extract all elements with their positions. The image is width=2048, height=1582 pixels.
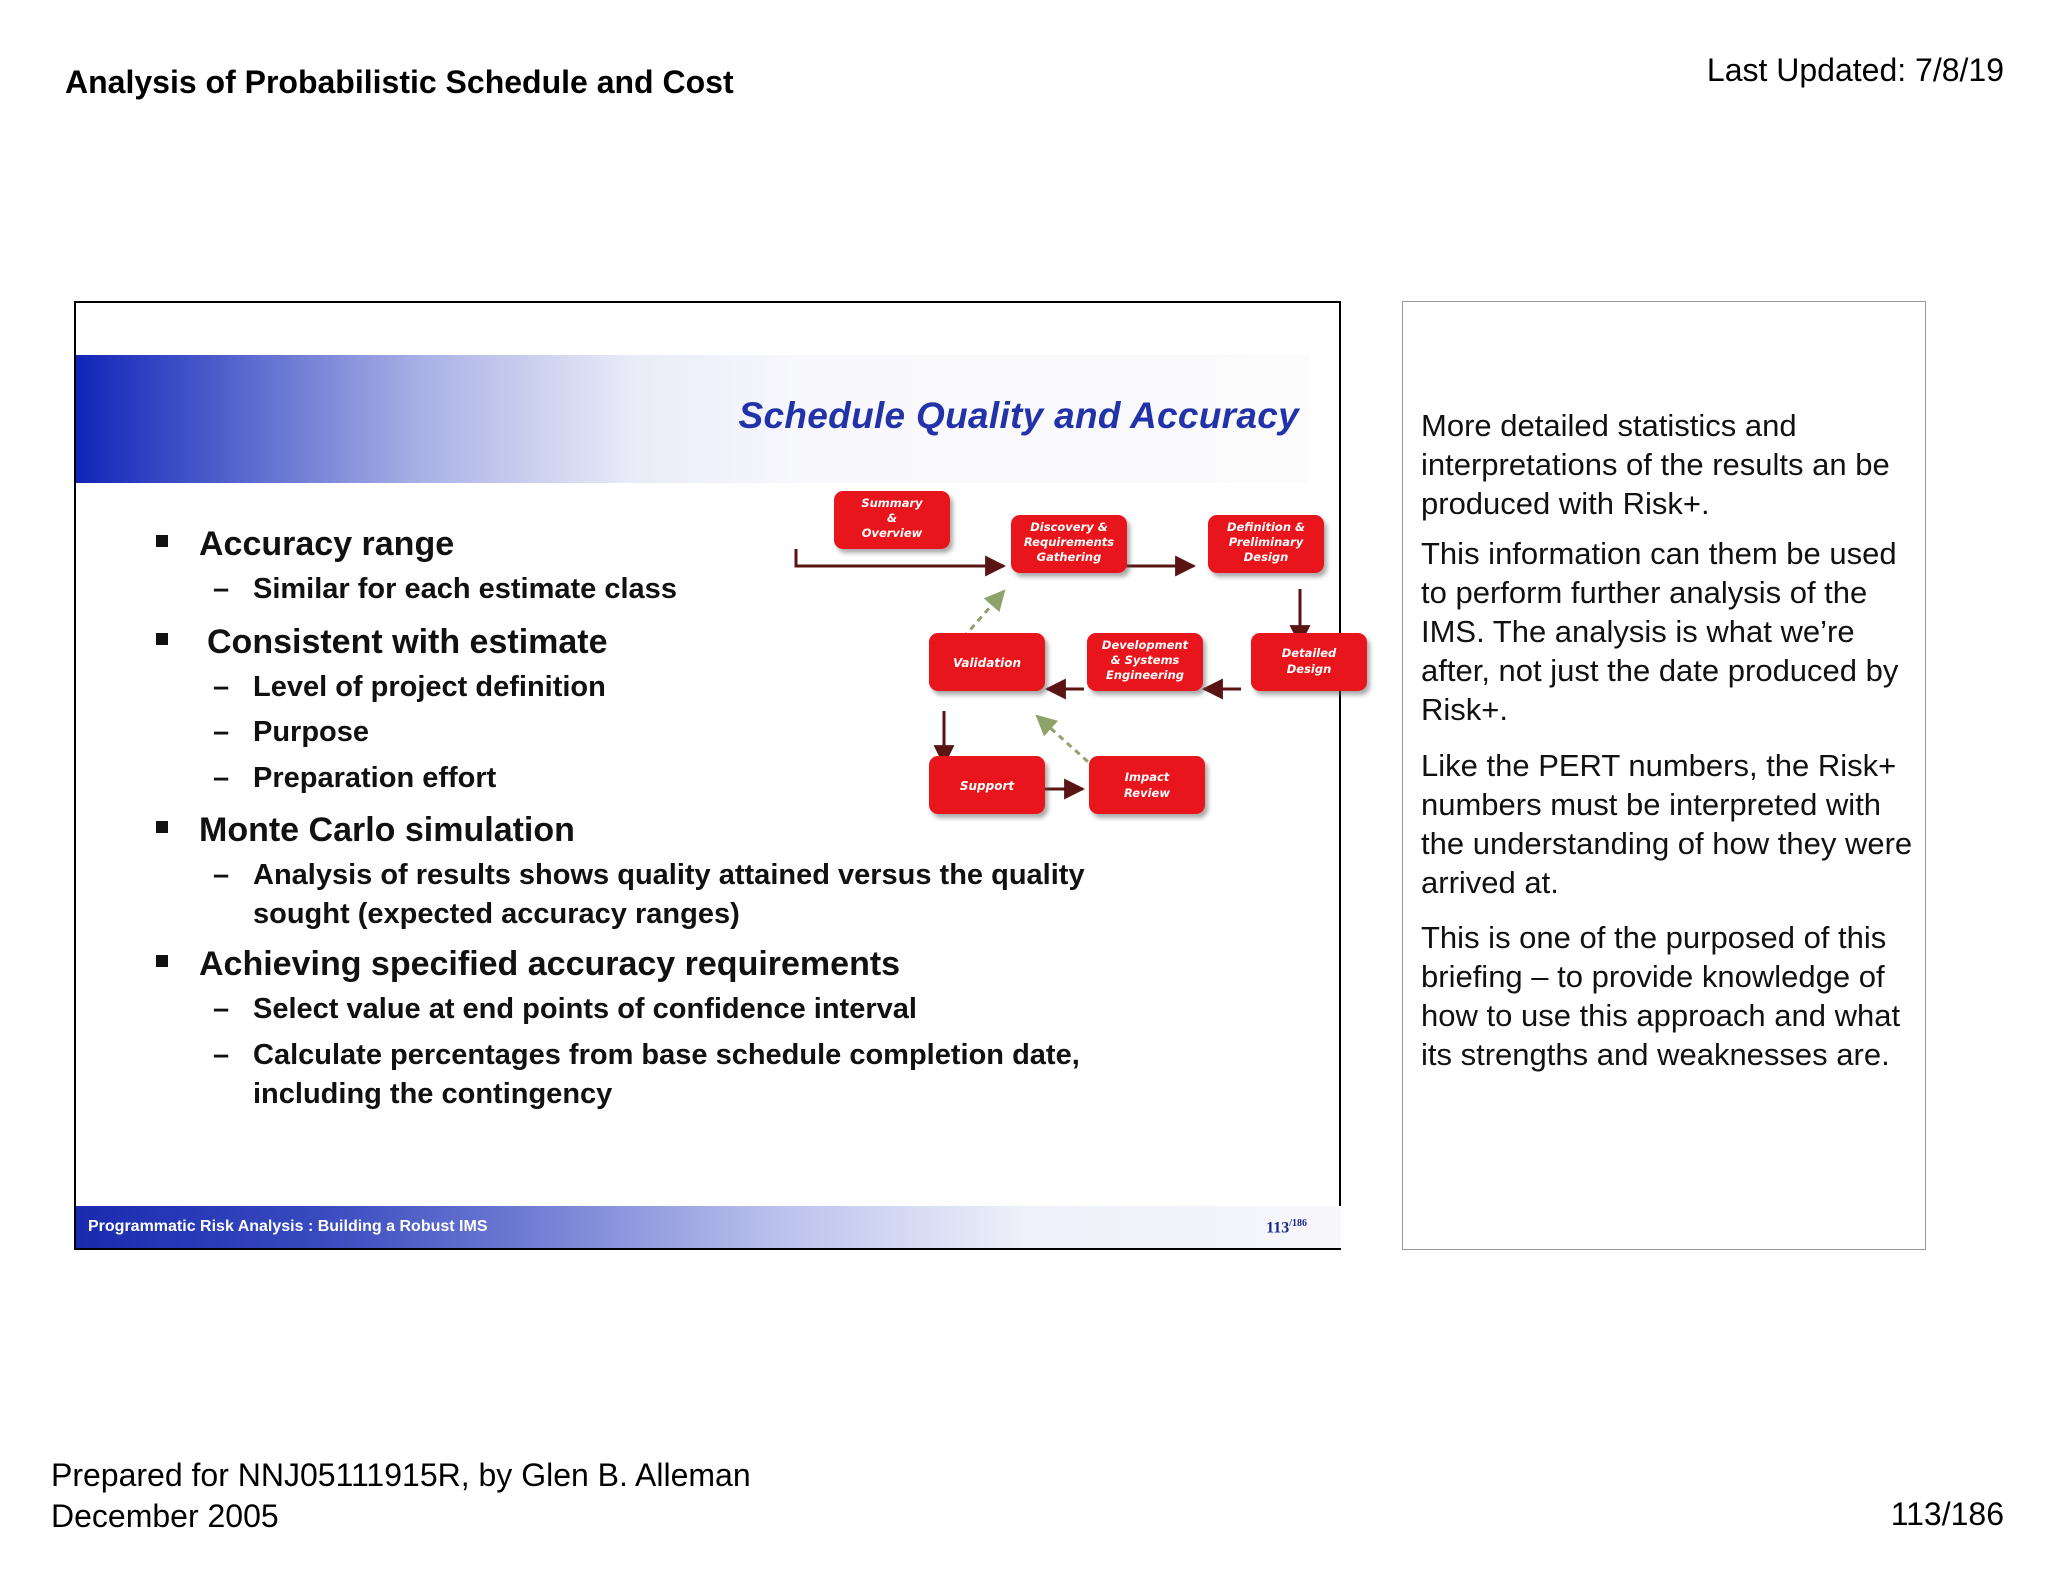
dashed-arrow-impact-to-validation [1037,716,1096,769]
svg-text:Preliminary: Preliminary [1228,535,1304,549]
slide-page-number: 113 [1266,1219,1290,1237]
node-definition-preliminary [1208,515,1324,573]
bullet-marker [156,821,168,833]
svg-text:Definition &: Definition & [1226,520,1306,534]
sub-bullet-dash: – [213,1039,230,1071]
node-detailed-design [1251,633,1367,691]
svg-text:Design: Design [1286,662,1332,676]
sub-bullet-continuation: sought (expected accuracy ranges) [253,898,740,930]
sub-bullet-dash: – [213,716,230,748]
bullet-marker [156,955,168,967]
slide-footer-band [76,1206,1341,1248]
sub-bullet: Select value at end points of confidence interval [253,993,917,1025]
bullet-consistent-with-estimate: Consistent with estimate [207,623,608,661]
document-title: Analysis of Probabilistic Schedule and Cost [65,64,734,100]
prepared-by-block [51,1455,751,1537]
svg-text:Support: Support [959,779,1015,793]
sub-bullet: Preparation effort [253,762,497,794]
note-paragraph: This is one of the purposed of this briefing – to provide knowledge of how to use this approach and what its strengths and weaknesses are. [1421,920,1901,1072]
note-paragraph: This information can them be used to perform further analysis of the IMS. The analysis is what we’re after, not just the date produced by Risk+. [1421,536,1899,727]
slide-page-total: /186 [1289,1218,1307,1229]
svg-text:Impact: Impact [1124,770,1170,784]
svg-text:Engineering: Engineering [1105,668,1185,682]
note-paragraph: Like the PERT numbers, the Risk+ numbers must be interpreted with the understanding of how they were arrived at. [1421,748,1913,900]
svg-text:Summary: Summary [861,496,923,510]
sub-bullet-continuation: including the contingency [253,1078,613,1110]
svg-text:Gathering: Gathering [1036,550,1102,564]
svg-text:Development: Development [1101,638,1189,652]
bullet-achieving-accuracy: Achieving specified accuracy requirements [199,945,901,983]
sub-bullet: Level of project definition [253,671,606,703]
slide-title: Schedule Quality and Accuracy [738,395,1299,436]
prepared-for-line: Prepared for NNJ05111915R, by Glen B. Alleman [51,1457,751,1493]
svg-text:Detailed: Detailed [1281,646,1337,660]
node-discovery-requirements [1011,515,1127,573]
svg-text:& Systems: & Systems [1110,653,1180,667]
node-validation [929,633,1045,691]
slide-footer-text: Programmatic Risk Analysis : Building a Robust IMS [88,1218,488,1235]
page-number: 113/186 [1890,1496,2004,1532]
sub-bullet-dash: – [213,762,230,794]
prepared-date-line: December 2005 [51,1498,279,1534]
svg-text:Overview: Overview [861,526,923,540]
process-flow-diagram [741,491,1337,831]
bullet-monte-carlo: Monte Carlo simulation [199,811,575,849]
note-paragraph: More detailed statistics and interpretations of the results an be produced with Risk+. [1421,408,1890,521]
bullet-marker [156,633,168,645]
sub-bullet-dash: – [213,573,230,605]
slide-footer-page [1266,1218,1307,1237]
node-support [929,756,1045,814]
bullet-accuracy-range: Accuracy range [199,525,455,563]
bullet-marker [156,535,168,547]
sub-bullet: Calculate percentages from base schedule completion date, [253,1039,1080,1071]
speaker-notes-box [1402,301,1926,1250]
sub-bullet-dash: – [213,859,230,891]
sub-bullet: Similar for each estimate class [253,573,677,605]
sub-bullet: Analysis of results shows quality attained versus the quality [253,859,1085,891]
sub-bullet-dash: – [213,671,230,703]
node-impact-review [1089,756,1205,814]
svg-text:Design: Design [1243,550,1289,564]
svg-text:Requirements: Requirements [1023,535,1115,549]
sub-bullet: Purpose [253,716,370,748]
slide-thumbnail [74,301,1341,1250]
node-development-systems [1087,633,1203,691]
arrow-summary-to-discovery [796,549,1004,566]
svg-text:&: & [886,511,898,525]
svg-text:Discovery &: Discovery & [1030,520,1108,534]
last-updated-date: Last Updated: 7/8/19 [1706,52,2004,88]
sub-bullet-dash: – [213,993,230,1025]
node-summary-overview [834,491,950,549]
svg-text:Validation: Validation [952,656,1022,670]
svg-text:Review: Review [1124,786,1170,800]
